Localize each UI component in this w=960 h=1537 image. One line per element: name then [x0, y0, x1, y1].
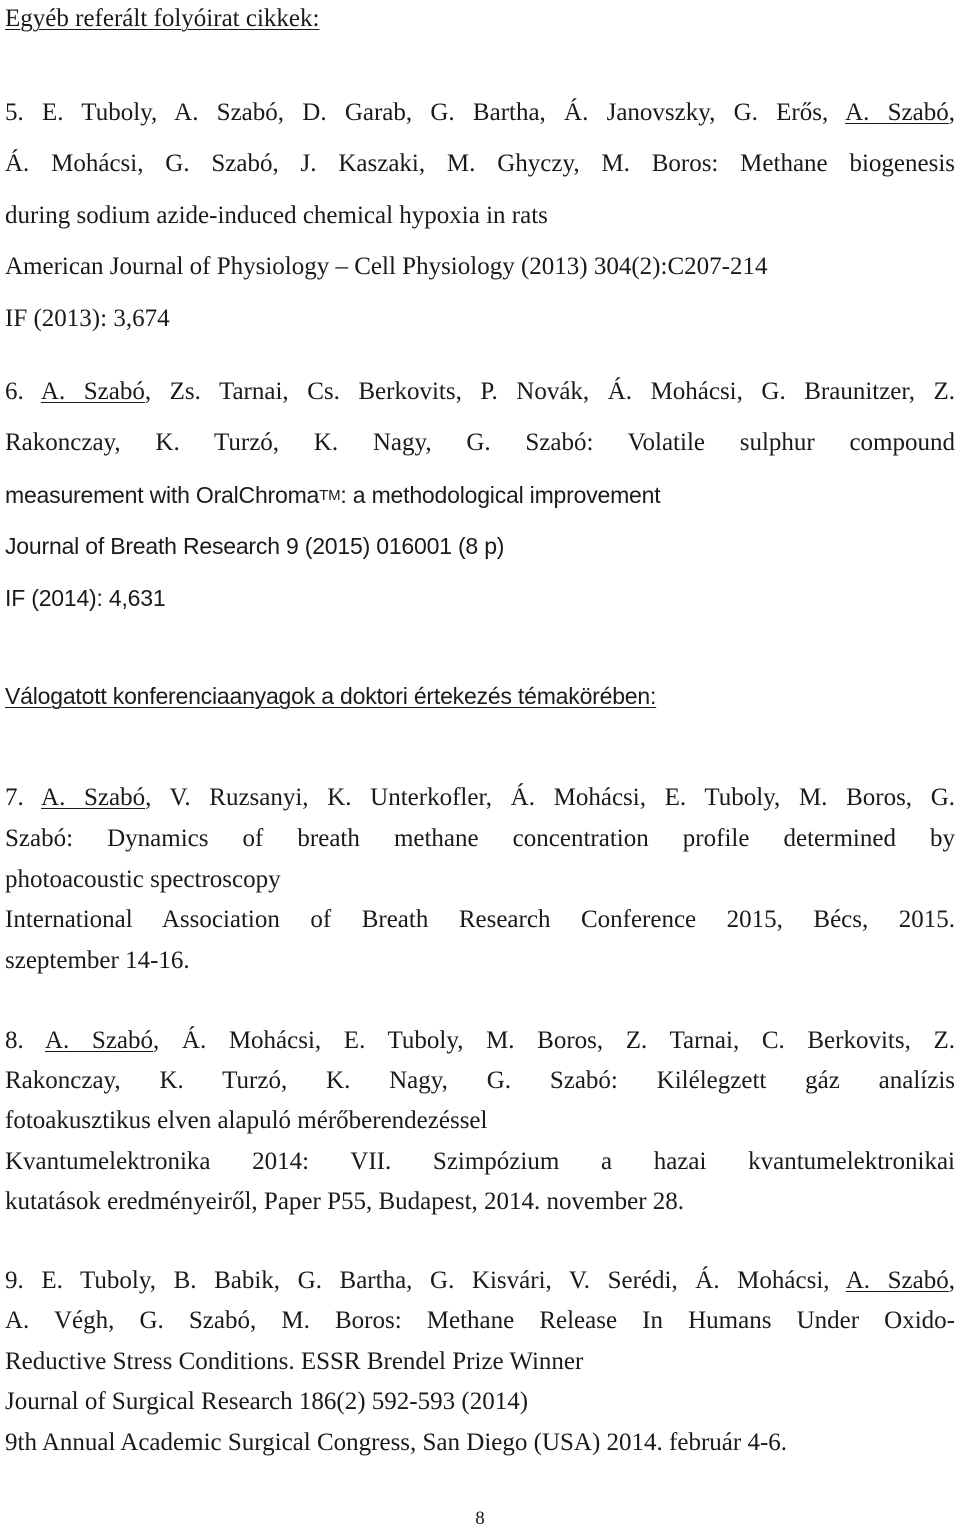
- document-page: [5, 0, 955, 1537]
- trademark-sup: TM: [319, 487, 341, 504]
- entry-5-journal: American Journal of Physiology – Cell Physiology (2013) 304(2):C207-214: [5, 253, 768, 280]
- page-number: 8: [475, 1508, 485, 1529]
- entry-6-authors: , Zs. Tarnai, Cs. Berkovits, P. Novák, Á. Mohácsi, G. Braunitzer, Z.: [144, 378, 956, 405]
- highlighted-author: A. Szabó: [45, 1027, 154, 1054]
- entry-9-authors: E. Tuboly, B. Babik, G. Bartha, G. Kisvári, V. Serédi, Á. Mohácsi,: [41, 1267, 846, 1294]
- entry-5-authors: E. Tuboly, A. Szabó, D. Garab, G. Bartha, Á. Janovszky, G. Erős,: [42, 99, 846, 126]
- entry-7-authors: , V. Ruzsanyi, K. Unterkofler, Á. Mohácsi, E. Tuboly, M. Boros, G.: [145, 784, 956, 811]
- highlighted-author: A. Szabó: [41, 784, 146, 811]
- entry-5-line-3: during sodium azide-induced chemical hypoxia in rats: [5, 202, 548, 229]
- entry-6-title-a: measurement with OralChroma: [5, 482, 320, 508]
- entry-7-line-2: Szabó: Dynamics of breath methane concentration profile determined by: [5, 825, 955, 852]
- entry-6-impact-factor: IF (2014): 4,631: [5, 585, 166, 611]
- entry-8-line-3: fotoakusztikus elven alapuló mérőberendezéssel: [5, 1107, 488, 1134]
- entry-6-line-1: [5, 375, 955, 409]
- entry-5-line-1: [5, 96, 955, 130]
- entry-6-journal: Journal of Breath Research 9 (2015) 016001 (8 p): [5, 533, 505, 559]
- entry-8-line-5: kutatások eredményeiről, Paper P55, Budapest, 2014. november 28.: [5, 1188, 685, 1215]
- entry-5-impact-factor: IF (2013): 3,674: [5, 305, 170, 332]
- entry-5-punct: ,: [948, 99, 956, 126]
- entry-number: 7.: [5, 784, 42, 811]
- entry-8-line-4: Kvantumelektronika 2014: VII. Szimpózium a hazai kvantumelektronikai: [5, 1148, 955, 1175]
- highlighted-author: A. Szabó: [40, 378, 145, 405]
- entry-8-line-2: Rakonczay, K. Turzó, K. Nagy, G. Szabó: Kilélegzett gáz analízis: [5, 1067, 955, 1094]
- entry-8-authors: , Á. Mohácsi, E. Tuboly, M. Boros, Z. Tarnai, C. Berkovits, Z.: [153, 1027, 955, 1054]
- highlighted-author: A. Szabó: [845, 1267, 949, 1294]
- entry-7-line-5: szeptember 14-16.: [5, 947, 190, 974]
- entry-9-congress: 9th Annual Academic Surgical Congress, San Diego (USA) 2014. február 4-6.: [5, 1429, 788, 1456]
- entry-9-punct: ,: [948, 1267, 955, 1294]
- entry-number: 9.: [5, 1267, 42, 1294]
- entry-7-line-1: [5, 781, 955, 815]
- entry-9-line-1: [5, 1264, 955, 1298]
- entry-7-line-4: International Association of Breath Research Conference 2015, Bécs, 2015.: [5, 906, 955, 933]
- entry-6-line-3: [5, 478, 660, 512]
- entry-8-line-1: [5, 1024, 955, 1058]
- entry-5-line-2: Á. Mohácsi, G. Szabó, J. Kaszaki, M. Ghyczy, M. Boros: Methane biogenesis: [5, 150, 955, 177]
- entry-number: 8.: [5, 1027, 45, 1054]
- entry-7-line-3: photoacoustic spectroscopy: [5, 866, 281, 893]
- highlighted-author: A. Szabó: [845, 99, 949, 126]
- entry-6-title-b: : a methodological improvement: [340, 482, 661, 508]
- entry-9-line-3: Reductive Stress Conditions. ESSR Brendel Prize Winner: [5, 1348, 584, 1375]
- entry-6-line-2: Rakonczay, K. Turzó, K. Nagy, G. Szabó: Volatile sulphur compound: [5, 429, 955, 456]
- entry-9-journal: Journal of Surgical Research 186(2) 592-593 (2014): [5, 1388, 529, 1415]
- entry-9-line-2: A. Végh, G. Szabó, M. Boros: Methane Release In Humans Under Oxido-: [5, 1307, 955, 1334]
- section-heading-conferences: Válogatott konferenciaanyagok a doktori értekezés témakörében:: [5, 683, 657, 709]
- entry-number: 6.: [5, 378, 41, 405]
- entry-number: 5.: [5, 99, 42, 126]
- section-heading-other-papers: Egyéb referált folyóirat cikkek:: [5, 5, 320, 32]
